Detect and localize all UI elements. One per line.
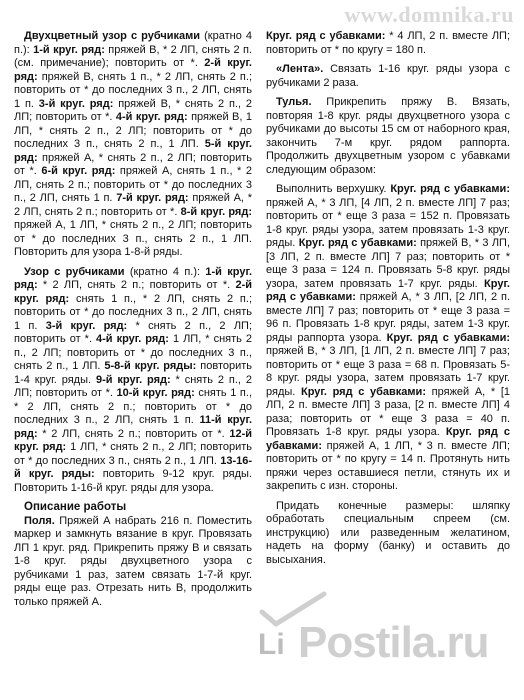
text: Выполнить верхушку. [276,183,391,195]
row-label: Круг. ряд с убавками: [298,237,417,249]
row-label: 1-й круг. ряд: [14,265,253,291]
text: пряжей В, * 3 ЛП, [1 ЛП, 2 п. вместе ЛП] 7 раз; повторить от * еще 3 раза = 68 п. Провязать 5-8 круг. ряды узора, затем провязать 1-7 круг. ряды. [266,345,510,398]
row-label: 4-й круг. ряд: [96,333,169,345]
row-label: Круг. ряд с убавками: [301,385,426,398]
text: пряжей В, * 3 ЛП, [3 ЛП, 2 п. вместе ЛП] 7 раз; повторить от * еще 3 раза = 124 п. Провязать 5-8 круг. ряды узора, затем провязать 1-7 круг. ряды. [266,237,510,290]
row-label: Круг. ряд с убавками: [266,277,510,303]
text: * 2 ЛП, снять 2 п.; повторить от *. [37,279,236,291]
text: (кратно 4 п.): [124,265,206,278]
right-column [266,30,510,567]
finishing-paragraph [266,500,510,568]
text: Прикрепить пряжу В. Вязать, повторяя 1-8 круг. ряды двухцветного узора с рубчиками до высоты 15 см от наборного края, закончить 7-м круг. рядом раппорта. Продолжить двухцветным узором с убавками следующим образом: [266,96,510,176]
ribbed-pattern-paragraph [14,266,252,496]
text: Придать конечные размеры: шляпку обработать специальным спреем (см. инструкцию) или разведенным желатином, надеть на форму (банку) и оставить до высыхания. [266,499,510,566]
text: пряжей А, * [1 ЛП, 2 п. вместе ЛП] 3 раза, [2 п. вместе ЛП] 4 раза; повторить от * еще 3 раза = 40 п. Провязать 1-8 круг. ряды узора. [266,385,511,438]
site-watermark: www.domnika.ru [344,2,514,27]
row-label: 13-16-й круг. ряды: [14,454,252,480]
top-shaping-paragraph [266,183,510,494]
watermark-main: Postila.ru [298,618,489,667]
text: 1 ЛП, * снять 2 п., 2 ЛП; повторить от * до последних 3 п., снять 2 п., 1 ЛП. [14,333,252,372]
row-label: 3-й круг. ряд: [45,319,128,332]
left-column [14,30,252,609]
row-label: 9-й круг. ряд: [95,373,171,386]
text: пряжей А, 1 ЛП, * снять 2 п., 2 ЛП; повторить от * до последних 3 п., снять 2 п., 1 ЛП. Повторить для узора 1-8-й ряды. [14,219,252,258]
ribbon-paragraph [266,63,510,90]
work-description-heading: Описание работы [24,501,127,513]
row-label: 12-й круг. ряд: [14,427,252,453]
row-label: 1-й круг. ряд: [33,43,105,56]
text: * снять 2 п., 2 ЛП; повторить от *. [14,319,253,345]
pattern-title: Двухцветный узор с рубчиками [24,30,201,42]
text: * снять 2 п., 2 ЛП; повторить от *. [14,373,253,399]
row-label: 7-й круг. ряд: [116,192,189,204]
text: пряжей А, * 3 ЛП, [4 ЛП, 2 п. вместе ЛП] 7 раз; повторить от * еще 3 раза = 152 п. Провязать 1-8 круг. ряды узора, затем провязать 1-3 круг. ряды. [266,196,510,249]
text: пряжей В, * 2 ЛП, снять 2 п. (см. примечание); повторить от *. [14,43,252,69]
row-label: 2-й круг. ряд: [14,57,252,83]
section-label: Тулья. [276,96,312,108]
text: пряжей В, снять 1 п., * 2 ЛП, снять 2 п.; повторить от * до последних 3 п., 2 ЛП, снять 1 п. [14,70,252,110]
row-label: 10-й круг. ряд: [116,387,195,399]
row-label: Круг. ряд с убавками: [386,331,511,344]
text: (кратно 4 п.): [14,30,252,56]
text: пряжей А, * 2 ЛП, снять 2 п.; повторить от *. [14,192,252,218]
row-label: 5-8-й круг. ряды: [104,360,197,372]
row-label: Круг. ряд с убавками: [390,183,510,195]
text: пряжей В, * снять 2 п., 2 ЛП; повторить от *. [14,97,252,123]
section-label: «Лента». [276,63,324,75]
brim-paragraph [14,515,252,610]
text: повторить 1-4 круг. ряды. [14,360,253,386]
row-label: 8-й круг. ряд: [180,205,252,218]
text: пряжей А, снять 1 п., * 2 ЛП, снять 2 п.; повторить от * до последних 3 п., 2 ЛП, снять 1 п. [14,165,252,204]
text: пряжей В, 1 ЛП, * снять 2 п., 2 ЛП; повторить от * до последних 3 п., снять 2 п., 1 ЛП. [14,111,252,150]
decrease-row-paragraph [266,30,510,57]
two-color-pattern-paragraph [14,30,252,260]
row-label: 5-й круг. ряд: [14,138,252,164]
text: повторить 9-12 круг. ряды. Повторить 1-16-й круг. ряды для узора. [14,468,252,494]
section-label: Поля. [24,514,55,527]
row-label: 2-й круг. ряд: [14,279,252,305]
row-label: Круг. ряд с убавками: [266,30,386,42]
row-label: 4-й круг. ряд: [115,111,188,123]
watermark-prefix: Li [258,628,285,661]
postila-watermark [258,598,520,684]
row-label: 6-й круг. ряд: [41,165,116,177]
crown-paragraph [266,96,510,177]
text: Пряжей А набрать 216 п. Поместить маркер и замкнуть вязание в круг. Провязать ЛП 1 круг. ряд. Прикрепить пряжу В и связать 1-8 круг. ряды двухцветного узора с рубчиками 1 раз, затем связать 1-7-й круг. ряды еще раз. Отрезать нить В, продолжить только пряжей А. [14,514,252,608]
text: * 2 ЛП, снять 2 п.; повторить от *. [37,427,230,440]
text: 1 ЛП, * снять 2 п., 2 ЛП; повторить от * до последних 3 п., снять 2 п., 1 ЛП. [14,441,252,467]
text: снять 1 п., * 2 ЛП, снять 2 п.; повторить от * до последних 3 п., 2 ЛП, снять 1 п. [14,292,252,332]
text: снять 1 п., * 2 ЛП, снять 2 п.; повторить от * до последних 3 п., 2 ЛП, снять 1 п. [14,387,252,426]
text: пряжей А, 1 ЛП, * 3 п. вместе ЛП; повторить от * по кругу = 14 п. Протянуть нить пряжи через оставшиеся петли, стянуть их и закрепить с изн. стороны. [266,439,510,492]
row-label: 11-й круг. ряд: [14,414,253,440]
text: пряжей А, * снять 2 п., 2 ЛП; повторить от *. [14,151,252,177]
row-label: 3-й круг. ряд: [38,97,114,110]
text: пряжей А, * 3 ЛП, [2 ЛП, 2 п. вместе ЛП] 7 раз; повторить от * еще 3 раза = 96 п. Провязать 1-8 круг. ряды, затем 1-3 круг. ряды раппорта узора. [266,291,511,344]
text: Связать 1-16 круг. ряды узора с рубчиками 2 раза. [266,63,510,89]
text: * 4 ЛП, 2 п. вместе ЛП; повторить от * по кругу = 180 п. [266,30,511,56]
pattern-title: Узор с рубчиками [24,265,125,278]
row-label: Круг. ряд с убавками: [266,426,510,452]
